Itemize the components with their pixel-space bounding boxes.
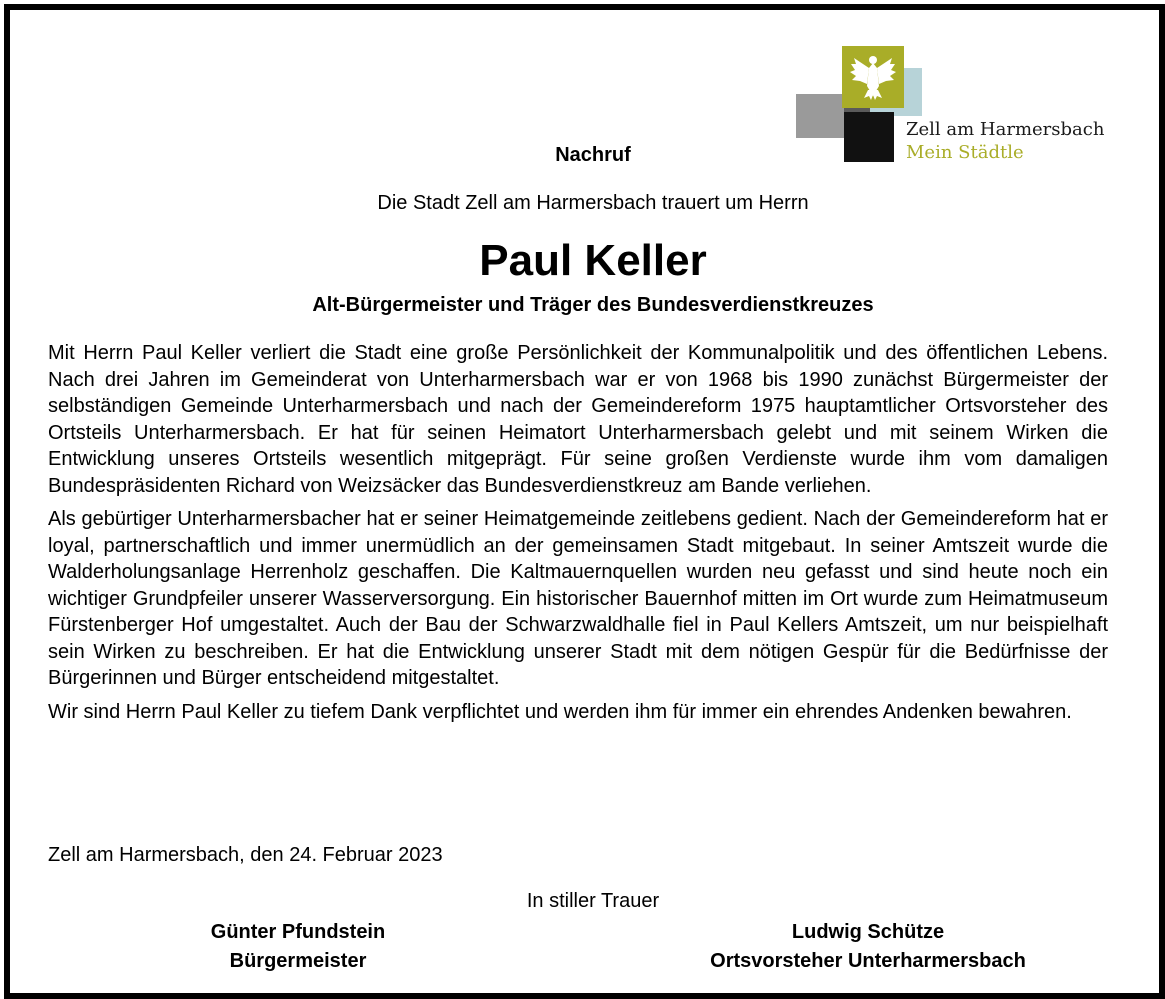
logo-slogan: Mein Städtle: [906, 142, 1024, 163]
obituary-notice: [4, 4, 1165, 999]
signatory-title: Bürgermeister: [229, 950, 367, 972]
logo-square-green: [842, 46, 904, 108]
signature-mayor: [148, 918, 448, 976]
notice-heading: Nachruf: [555, 144, 631, 166]
body-paragraph: Als gebürtiger Unterharmersbacher hat er seiner Heimatgemeinde zeitlebens gedient. Nach der Gemeindereform hat er loyal, partnerschaftlich und immer unermüdlich an der gemeinsamen Stadt mitgebaut. In seiner Amtszeit wurde die Walderholungsanlage Herrenholz geschaffen. Die Kaltmauernquellen wurden neu gefasst und sind heute noch ein wichtiger Grundpfeiler unserer Wasserversorgung. Ein historischer Bauernhof mitten im Ort wurde zum Heimatmuseum Fürstenberger Hof umgestaltet. Auch der Bau der Schwarzwaldhalle fiel in Paul Kellers Amtszeit, um nur beispielhaft sein Wirken zu beschreiben. Er hat die Entwicklung unserer Stadt mit dem nötigen Gespür für die Bedürfnisse der Bürgerinnen und Bürger entscheidend mitgestaltet.: [48, 508, 1108, 689]
eagle-icon: [842, 46, 904, 108]
logo-city-name: Zell am Harmersbach: [906, 119, 1105, 140]
signature-district-head: [648, 918, 1088, 976]
notice-intro: Die Stadt Zell am Harmersbach trauert um Herrn: [377, 192, 809, 214]
deceased-title: Alt-Bürgermeister und Träger des Bundesverdienstkreuzes: [312, 294, 874, 316]
body-paragraph: Mit Herrn Paul Keller verliert die Stadt eine große Persönlichkeit der Kommunalpolitik und des öffentlichen Lebens. Nach drei Jahren im Gemeinderat von Unterharmersbach war er von 1968 bis 1990 zunächst Bürgermeister der selbständigen Gemeinde Unterharmersbach und nach der Gemeindereform 1975 hauptamtlicher Ortsvorsteher des Ortsteils Unterharmersbach. Er hat für seinen Heimatort Unterharmersbach gelebt und mit seinem Wirken die Entwicklung unseres Ortsteils wesentlich mitgeprägt. Für seine großen Verdienste wurde ihm vom damaligen Bundespräsidenten Richard von Weizsäcker das Bundesverdienstkreuz am Bande verliehen.: [48, 342, 1108, 497]
obituary-body: [48, 340, 1108, 732]
signatory-name: Günter Pfundstein: [210, 921, 386, 943]
mourning-line: In stiller Trauer: [526, 890, 660, 912]
deceased-name: Paul Keller: [479, 236, 707, 285]
signatory-name: Ludwig Schütze: [791, 921, 945, 943]
signatory-title: Ortsvorsteher Unterharmersbach: [710, 950, 1026, 972]
dateline: Zell am Harmersbach, den 24. Februar 2023: [48, 844, 443, 866]
body-paragraph: Wir sind Herrn Paul Keller zu tiefem Dank verpflichtet und werden ihm für immer ein ehrendes Andenken bewahren.: [48, 700, 1072, 723]
